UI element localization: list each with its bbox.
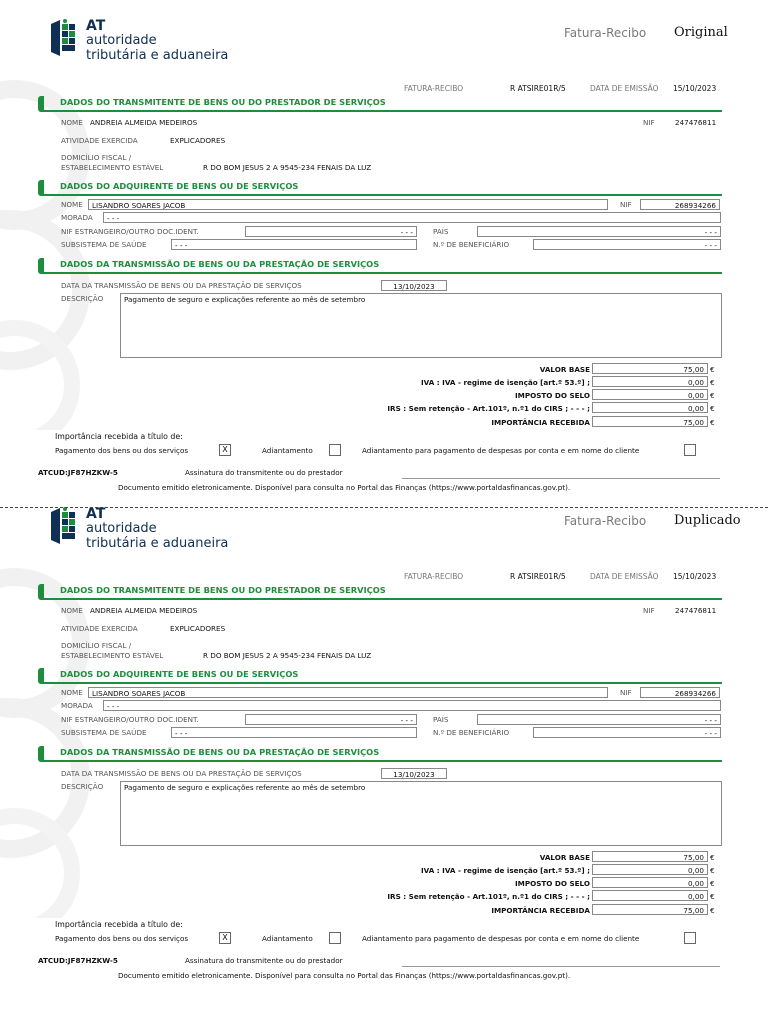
buyer-section-title: DADOS DO ADQUIRENTE DE BENS OU DE SERVIÇOS [60, 181, 299, 191]
logo-line-2: tributária e aduaneira [86, 536, 229, 551]
seller-address-label-1: DOMICÍLIO FISCAL / [61, 153, 132, 162]
logo-line-2: tributária e aduaneira [86, 48, 229, 63]
beneficiary-label: N.º DE BENEFICIÁRIO [433, 728, 510, 737]
buyer-nif-label: NIF [620, 688, 632, 697]
payment-option-expenses-checkbox[interactable] [684, 932, 696, 944]
seller-nif-label: NIF [643, 606, 655, 615]
foreign-nif-field: - - - [245, 226, 417, 237]
transaction-section-header [38, 746, 722, 762]
cut-line [0, 507, 768, 508]
seller-section-header [38, 96, 722, 112]
copy-label: Duplicado [674, 513, 741, 528]
issue-date: 15/10/2023 [673, 84, 717, 93]
transaction-section-header [38, 258, 722, 274]
at-emblem-icon [48, 506, 81, 546]
seller-name: ANDREIA ALMEIDA MEDEIROS [90, 118, 198, 127]
health-subsystem-label: SUBSISTEMA DE SAÚDE [61, 240, 147, 249]
at-emblem-icon [48, 18, 81, 58]
signature-line [402, 966, 720, 967]
currency-symbol: € [710, 866, 715, 875]
seller-section-title: DADOS DO TRANSMITENTE DE BENS OU DO PRESTADOR DE SERVIÇOS [60, 585, 386, 595]
transaction-date-field: 13/10/2023 [381, 280, 447, 291]
buyer-address-label: MORADA [61, 701, 93, 710]
foreign-nif-label: NIF ESTRANGEIRO/OUTRO DOC.IDENT. [61, 715, 199, 724]
payment-option-advance-label: Adiantamento [262, 446, 313, 455]
buyer-section-header [38, 668, 722, 684]
signature-line [402, 478, 720, 479]
issue-date-label: DATA DE EMISSÃO [590, 572, 659, 581]
total-label-received: IMPORTÂNCIA RECEBIDA [491, 418, 590, 427]
buyer-address-label: MORADA [61, 213, 93, 222]
buyer-name-label: NOME [61, 200, 83, 209]
signature-label: Assinatura do transmitente ou do prestador [185, 468, 343, 477]
transaction-date-field: 13/10/2023 [381, 768, 447, 779]
seller-name-label: NOME [61, 118, 83, 127]
total-value-iva: 0,00 [592, 376, 708, 387]
seller-nif: 247476811 [675, 118, 717, 127]
payment-option-expenses-checkbox[interactable] [684, 444, 696, 456]
buyer-nif-field: 268934266 [640, 687, 720, 698]
buyer-address-field: - - - [103, 212, 721, 223]
document-number: R ATSIRE01R/5 [510, 572, 566, 581]
seller-section-title: DADOS DO TRANSMITENTE DE BENS OU DO PRESTADOR DE SERVIÇOS [60, 97, 386, 107]
total-value-received: 75,00 [592, 904, 708, 915]
total-label-base: VALOR BASE [539, 365, 590, 374]
payment-title: Importância recebida a título de: [55, 432, 183, 441]
payment-option-advance-checkbox[interactable] [329, 932, 341, 944]
foreign-nif-label: NIF ESTRANGEIRO/OUTRO DOC.IDENT. [61, 227, 199, 236]
total-value-irs: 0,00 [592, 890, 708, 901]
buyer-section-title: DADOS DO ADQUIRENTE DE BENS OU DE SERVIÇOS [60, 669, 299, 679]
buyer-name-field: LISANDRO SOARES JACOB [88, 687, 608, 698]
country-field: - - - [477, 226, 721, 237]
transaction-date-label: DATA DA TRANSMISSÃO DE BENS OU DA PRESTAÇÃO DE SERVIÇOS [61, 769, 302, 778]
document-type: Fatura-Recibo [564, 514, 647, 528]
total-label-stamp-duty: IMPOSTO DO SELO [515, 879, 590, 888]
activity-value: EXPLICADORES [170, 624, 226, 633]
payment-option-advance-label: Adiantamento [262, 934, 313, 943]
payment-title: Importância recebida a título de: [55, 920, 183, 929]
total-value-received: 75,00 [592, 416, 708, 427]
activity-value: EXPLICADORES [170, 136, 226, 145]
seller-address-label-1: DOMICÍLIO FISCAL / [61, 641, 132, 650]
payment-option-goods-checkbox[interactable]: X [219, 932, 231, 944]
signature-label: Assinatura do transmitente ou do prestador [185, 956, 343, 965]
currency-symbol: € [710, 892, 715, 901]
buyer-name-label: NOME [61, 688, 83, 697]
currency-symbol: € [710, 378, 715, 387]
transaction-section-title: DADOS DA TRANSMISSÃO DE BENS OU DA PRESTAÇÃO DE SERVIÇOS [60, 747, 380, 757]
total-label-iva: IVA : IVA - regime de isenção [art.º 53.º] ; [420, 378, 590, 387]
seller-address-label-2: ESTABELECIMENTO ESTÁVEL [61, 163, 164, 172]
country-label: PAÍS [433, 227, 449, 236]
health-subsystem-field: - - - [171, 239, 417, 250]
electronic-document-note: Documento emitido eletronicamente. Disponível para consulta no Portal das Finanças (https://www.portaldasfinancas.gov.pt). [118, 971, 571, 980]
document-type-label: FATURA-RECIBO [404, 84, 464, 93]
payment-option-goods-checkbox[interactable]: X [219, 444, 231, 456]
copy-label: Original [674, 25, 728, 40]
document-type: Fatura-Recibo [564, 26, 647, 40]
atcud-code: ATCUD:JF87HZKW-5 [38, 468, 118, 477]
payment-option-goods-label: Pagamento dos bens ou dos serviços [55, 934, 189, 943]
health-subsystem-field: - - - [171, 727, 417, 738]
buyer-name-field: LISANDRO SOARES JACOB [88, 199, 608, 210]
issue-date: 15/10/2023 [673, 572, 717, 581]
description-label: DESCRIÇÃO [61, 294, 104, 303]
seller-address: R DO BOM JESUS 2 A 9545-234 FENAIS DA LUZ [203, 163, 372, 172]
at-logo [48, 18, 248, 78]
buyer-nif-label: NIF [620, 200, 632, 209]
document-number: R ATSIRE01R/5 [510, 84, 566, 93]
total-label-irs: IRS : Sem retenção - Art.101º, n.º1 do CIRS ; - - - ; [387, 892, 590, 901]
transaction-section-title: DADOS DA TRANSMISSÃO DE BENS OU DA PRESTAÇÃO DE SERVIÇOS [60, 259, 380, 269]
currency-symbol: € [710, 391, 715, 400]
transaction-date-label: DATA DA TRANSMISSÃO DE BENS OU DA PRESTAÇÃO DE SERVIÇOS [61, 281, 302, 290]
activity-label: ATIVIDADE EXERCIDA [61, 624, 138, 633]
description-field: Pagamento de seguro e explicações referente ao mês de setembro [120, 781, 722, 846]
seller-name-label: NOME [61, 606, 83, 615]
country-label: PAÍS [433, 715, 449, 724]
beneficiary-field: - - - [533, 239, 721, 250]
invoice-copy-duplicate [0, 488, 768, 978]
total-value-base: 75,00 [592, 363, 708, 374]
logo-acronym: AT [86, 18, 106, 34]
seller-name: ANDREIA ALMEIDA MEDEIROS [90, 606, 198, 615]
at-logo [48, 506, 248, 566]
issue-date-label: DATA DE EMISSÃO [590, 84, 659, 93]
health-subsystem-label: SUBSISTEMA DE SAÚDE [61, 728, 147, 737]
seller-nif-label: NIF [643, 118, 655, 127]
total-value-base: 75,00 [592, 851, 708, 862]
description-label: DESCRIÇÃO [61, 782, 104, 791]
logo-acronym: AT [86, 506, 106, 522]
total-value-stamp-duty: 0,00 [592, 877, 708, 888]
description-field: Pagamento de seguro e explicações referente ao mês de setembro [120, 293, 722, 358]
buyer-address-field: - - - [103, 700, 721, 711]
payment-option-goods-label: Pagamento dos bens ou dos serviços [55, 446, 189, 455]
seller-section-header [38, 584, 722, 600]
activity-label: ATIVIDADE EXERCIDA [61, 136, 138, 145]
invoice-copy-original [0, 0, 768, 490]
currency-symbol: € [710, 365, 715, 374]
country-field: - - - [477, 714, 721, 725]
total-label-irs: IRS : Sem retenção - Art.101º, n.º1 do CIRS ; - - - ; [387, 404, 590, 413]
logo-line-1: autoridade [86, 33, 157, 48]
atcud-code: ATCUD:JF87HZKW-5 [38, 956, 118, 965]
total-label-base: VALOR BASE [539, 853, 590, 862]
document-type-label: FATURA-RECIBO [404, 572, 464, 581]
seller-address-label-2: ESTABELECIMENTO ESTÁVEL [61, 651, 164, 660]
currency-symbol: € [710, 404, 715, 413]
payment-option-expenses-label: Adiantamento para pagamento de despesas por conta e em nome do cliente [362, 446, 640, 455]
total-value-iva: 0,00 [592, 864, 708, 875]
beneficiary-field: - - - [533, 727, 721, 738]
electronic-document-note: Documento emitido eletronicamente. Disponível para consulta no Portal das Finanças (https://www.portaldasfinancas.gov.pt). [118, 483, 571, 492]
currency-symbol: € [710, 853, 715, 862]
total-value-irs: 0,00 [592, 402, 708, 413]
currency-symbol: € [710, 879, 715, 888]
foreign-nif-field: - - - [245, 714, 417, 725]
seller-address: R DO BOM JESUS 2 A 9545-234 FENAIS DA LUZ [203, 651, 372, 660]
total-label-iva: IVA : IVA - regime de isenção [art.º 53.º] ; [420, 866, 590, 875]
currency-symbol: € [710, 906, 715, 915]
total-label-stamp-duty: IMPOSTO DO SELO [515, 391, 590, 400]
payment-option-advance-checkbox[interactable] [329, 444, 341, 456]
logo-line-1: autoridade [86, 521, 157, 536]
beneficiary-label: N.º DE BENEFICIÁRIO [433, 240, 510, 249]
currency-symbol: € [710, 418, 715, 427]
buyer-section-header [38, 180, 722, 196]
total-label-received: IMPORTÂNCIA RECEBIDA [491, 906, 590, 915]
seller-nif: 247476811 [675, 606, 717, 615]
total-value-stamp-duty: 0,00 [592, 389, 708, 400]
payment-option-expenses-label: Adiantamento para pagamento de despesas por conta e em nome do cliente [362, 934, 640, 943]
buyer-nif-field: 268934266 [640, 199, 720, 210]
